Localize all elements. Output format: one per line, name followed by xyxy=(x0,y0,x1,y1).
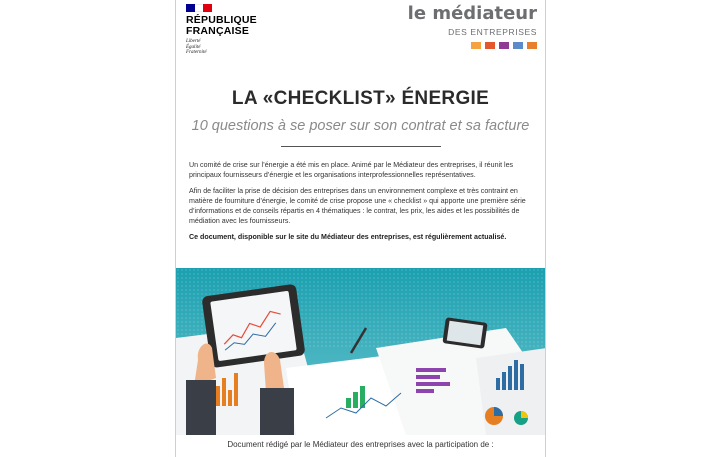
document-footer: Document rédigé par le Médiateur des entreprises avec la participation de : xyxy=(227,440,494,449)
mediateur-logo xyxy=(387,4,537,49)
title-divider xyxy=(281,146,441,147)
mediateur-title: le médiateur xyxy=(407,3,537,24)
intro-bold-note: Ce document, disponible sur le site du Médiateur des entreprises, est régulièrement actualisé. xyxy=(189,233,507,241)
document-page xyxy=(175,0,546,457)
cover-illustration xyxy=(176,268,546,435)
document-subtitle: 10 questions à se poser sur son contrat et sa facture xyxy=(191,118,530,134)
intro-paragraph-1: Un comité de crise sur l’énergie a été mis en place. Animé par le Médiateur des entreprises, il réunit les principaux fournisseurs d’énergie et les organisations interprofessionnelles représentatives. xyxy=(189,161,514,179)
republique-title: RÉPUBLIQUE FRANÇAISE xyxy=(186,14,257,37)
mediateur-color-squares xyxy=(387,42,537,49)
intro-text xyxy=(189,160,532,248)
tablet-icon xyxy=(201,284,305,369)
document-title: LA «CHECKLIST» ÉNERGIE xyxy=(231,88,490,109)
republique-motto: Liberté Égalité Fraternité xyxy=(186,39,207,56)
intro-paragraph-2: Afin de faciliter la prise de décision des entreprises dans un environnement complexe et très contraint en matière de fourniture d’énergie, le comité de crise propose une « checklist » qui apporte une première série d’informations et de conseils répartis en 4 thématiques : le contrat, les prix, les aides et les possibilités de médiation avec les fournisseurs. xyxy=(189,187,526,225)
republique-francaise-logo xyxy=(186,4,276,56)
mediateur-subtitle: DES ENTREPRISES xyxy=(448,27,537,37)
french-flag-icon xyxy=(186,4,212,12)
